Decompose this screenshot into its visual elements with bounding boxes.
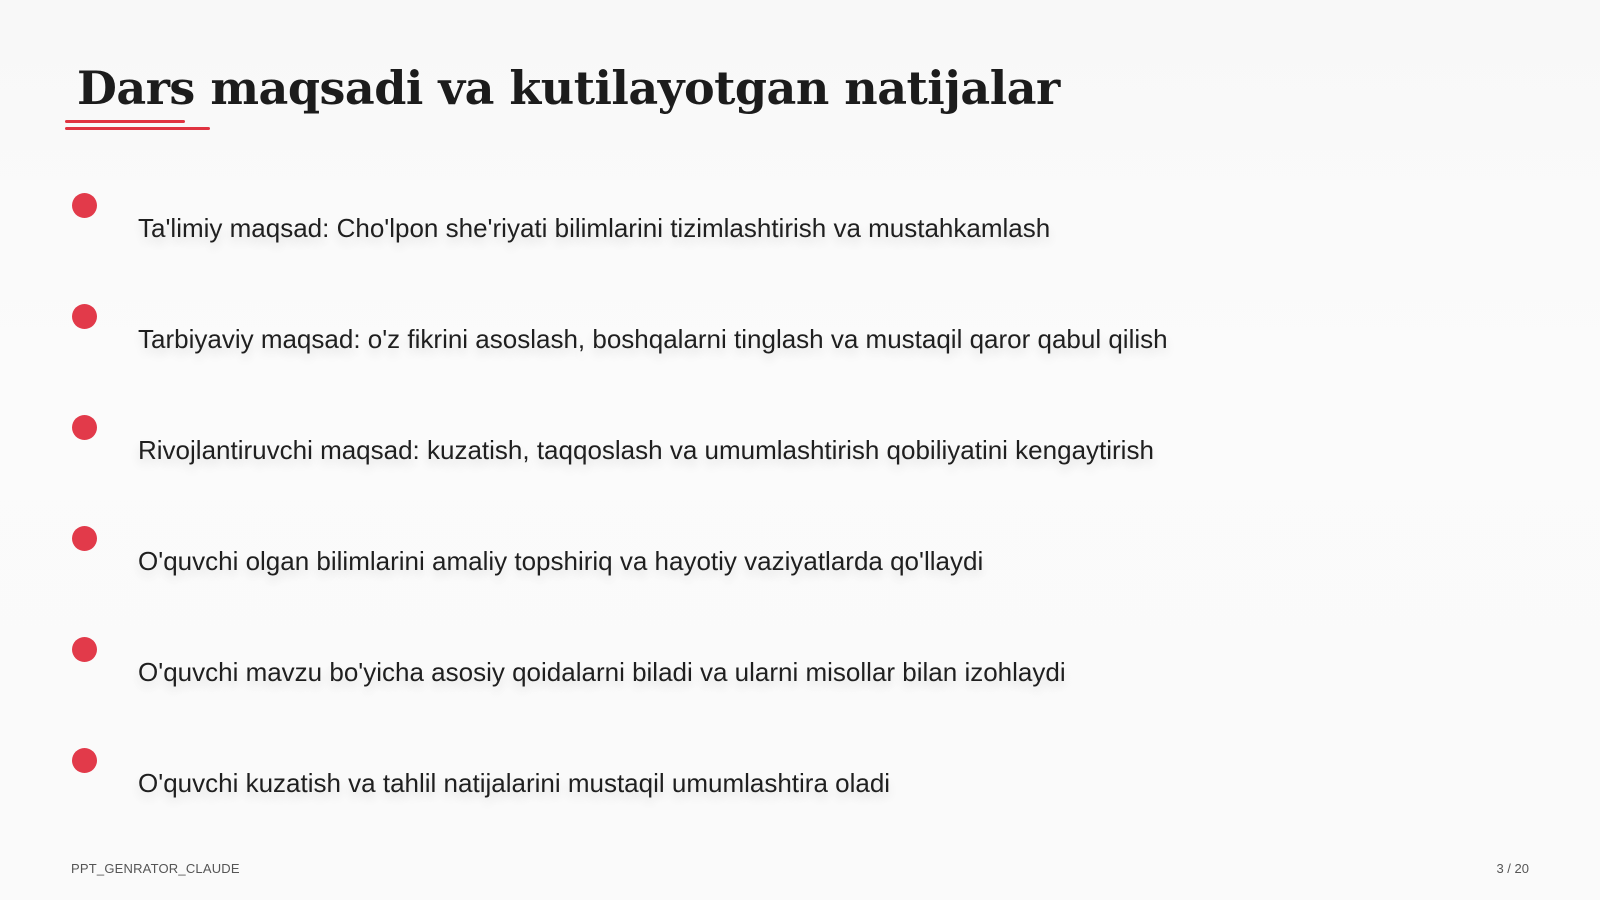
list-item [72, 526, 1472, 586]
footer-brand: PPT_GENRATOR_CLAUDE [71, 861, 240, 876]
list-item-text: O'quvchi mavzu bo'yicha asosiy qoidalarni biladi va ularni misollar bilan izohlaydi [138, 657, 1066, 687]
bullet-dot-icon [72, 637, 97, 662]
list-item [72, 637, 1472, 697]
list-item-text: Rivojlantiruvchi maqsad: kuzatish, taqqoslash va umumlashtirish qobiliyatini kengaytirish [138, 435, 1154, 465]
list-item [72, 304, 1472, 364]
bullet-dot-icon [72, 526, 97, 551]
bullet-dot-icon [72, 415, 97, 440]
list-item-text: O'quvchi olgan bilimlarini amaliy topshiriq va hayotiy vaziyatlarda qo'llaydi [138, 546, 984, 576]
slide-title: Dars maqsadi va kutilayotgan natijalar [77, 61, 1060, 115]
list-item-text: O'quvchi kuzatish va tahlil natijalarini mustaqil umumlashtira oladi [138, 768, 891, 798]
bullet-dot-icon [72, 304, 97, 329]
page-indicator: 3 / 20 [1496, 861, 1529, 876]
list-item-text: Tarbiyaviy maqsad: o'z fikrini asoslash, boshqalarni tinglash va mustaqil qaror qabul qilish [138, 324, 1168, 354]
list-item [72, 748, 1472, 808]
list-item [72, 193, 1472, 253]
list-item-text: Ta'limiy maqsad: Cho'lpon she'riyati bilimlarini tizimlashtirish va mustahkamlash [138, 213, 1051, 243]
bullet-dot-icon [72, 748, 97, 773]
list-item [72, 415, 1472, 475]
bullet-dot-icon [72, 193, 97, 218]
